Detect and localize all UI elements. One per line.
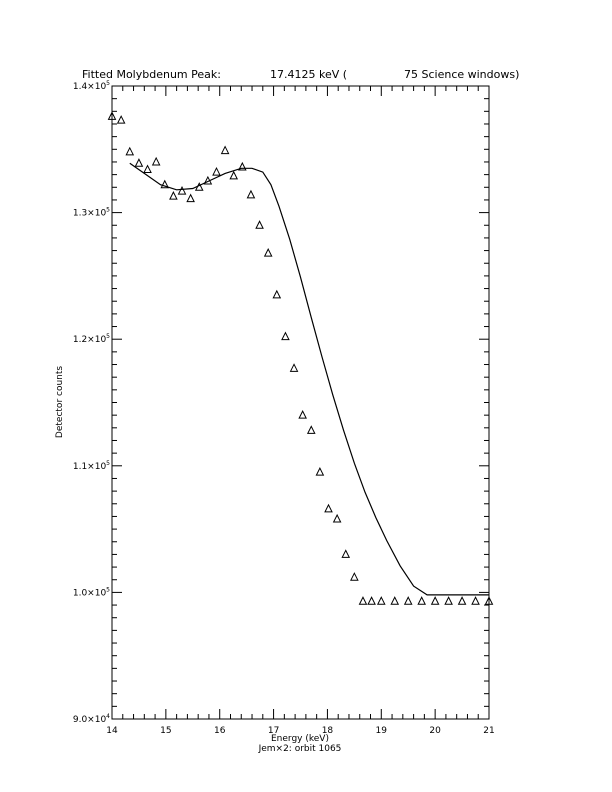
- data-point-triangle: [325, 505, 332, 512]
- data-point-triangle: [472, 597, 479, 604]
- data-point-triangle: [222, 147, 229, 154]
- fit-curve-series: [130, 163, 489, 595]
- chart-title-left: Fitted Molybdenum Peak:: [82, 68, 221, 81]
- data-point-triangle: [239, 163, 246, 170]
- data-point-triangle: [359, 597, 366, 604]
- data-point-triangle: [459, 597, 466, 604]
- data-point-triangle: [368, 597, 375, 604]
- data-point-triangle: [432, 597, 439, 604]
- data-point-triangle: [161, 181, 168, 188]
- data-point-triangle: [418, 597, 425, 604]
- data-point-triangle: [247, 191, 254, 198]
- y-tick-label: $1.4\times 10^5$: [72, 80, 110, 92]
- data-point-triangle: [179, 187, 186, 194]
- data-point-triangle: [213, 168, 220, 175]
- data-point-triangle: [170, 192, 177, 199]
- y-tick-label: $1.1\times 10^5$: [72, 459, 110, 472]
- data-point-triangle: [342, 550, 349, 557]
- data-point-triangle: [153, 158, 160, 165]
- data-point-triangle: [299, 411, 306, 418]
- data-point-triangle: [144, 166, 151, 173]
- y-tick-labels: [73, 80, 110, 725]
- data-point-triangle: [445, 597, 452, 604]
- x-tick-label: 20: [429, 726, 441, 736]
- fit-curve-line: [130, 163, 489, 595]
- data-point-triangle: [230, 172, 237, 179]
- y-tick-label: $1.0\times 10^5$: [72, 586, 110, 599]
- x-tick-label: 21: [483, 726, 495, 736]
- chart-footer: Jem×2: orbit 1065: [258, 744, 342, 754]
- x-tick-label: 15: [160, 726, 172, 736]
- data-point-triangle: [405, 597, 412, 604]
- data-point-triangle: [391, 597, 398, 604]
- y-tick-label: $1.2\times 10^5$: [72, 333, 110, 346]
- data-point-triangle: [316, 468, 323, 475]
- data-point-triangle: [308, 426, 315, 433]
- x-tick-label: 18: [321, 726, 334, 736]
- data-point-triangle: [118, 116, 125, 123]
- x-tick-label: 14: [106, 726, 118, 736]
- chart-title-middle: 17.4125 keV (: [270, 68, 348, 81]
- y-axis-label: Detector counts: [55, 365, 65, 439]
- data-point-triangle: [273, 291, 280, 298]
- data-point-triangle: [351, 573, 358, 580]
- data-point-triangle: [291, 364, 298, 371]
- y-tick-label: $1.3\times 10^5$: [72, 206, 110, 219]
- data-point-triangle: [126, 148, 133, 155]
- chart-title-right: 75 Science windows): [404, 68, 520, 81]
- axis-ticks: [112, 86, 489, 719]
- x-tick-label: 19: [375, 726, 388, 736]
- data-point-triangle: [265, 249, 272, 256]
- data-point-triangle: [135, 159, 142, 166]
- data-point-triangle: [378, 597, 385, 604]
- x-tick-label: 17: [267, 726, 280, 736]
- data-point-triangle: [334, 515, 341, 522]
- x-tick-label: 16: [213, 726, 226, 736]
- data-point-triangle: [256, 221, 263, 228]
- y-tick-label: $9.0\times 10^4$: [72, 713, 110, 725]
- data-point-triangle: [187, 195, 194, 202]
- x-axis-label: Energy (keV): [271, 734, 329, 744]
- data-point-triangle: [282, 333, 289, 340]
- plot-frame: [112, 86, 489, 719]
